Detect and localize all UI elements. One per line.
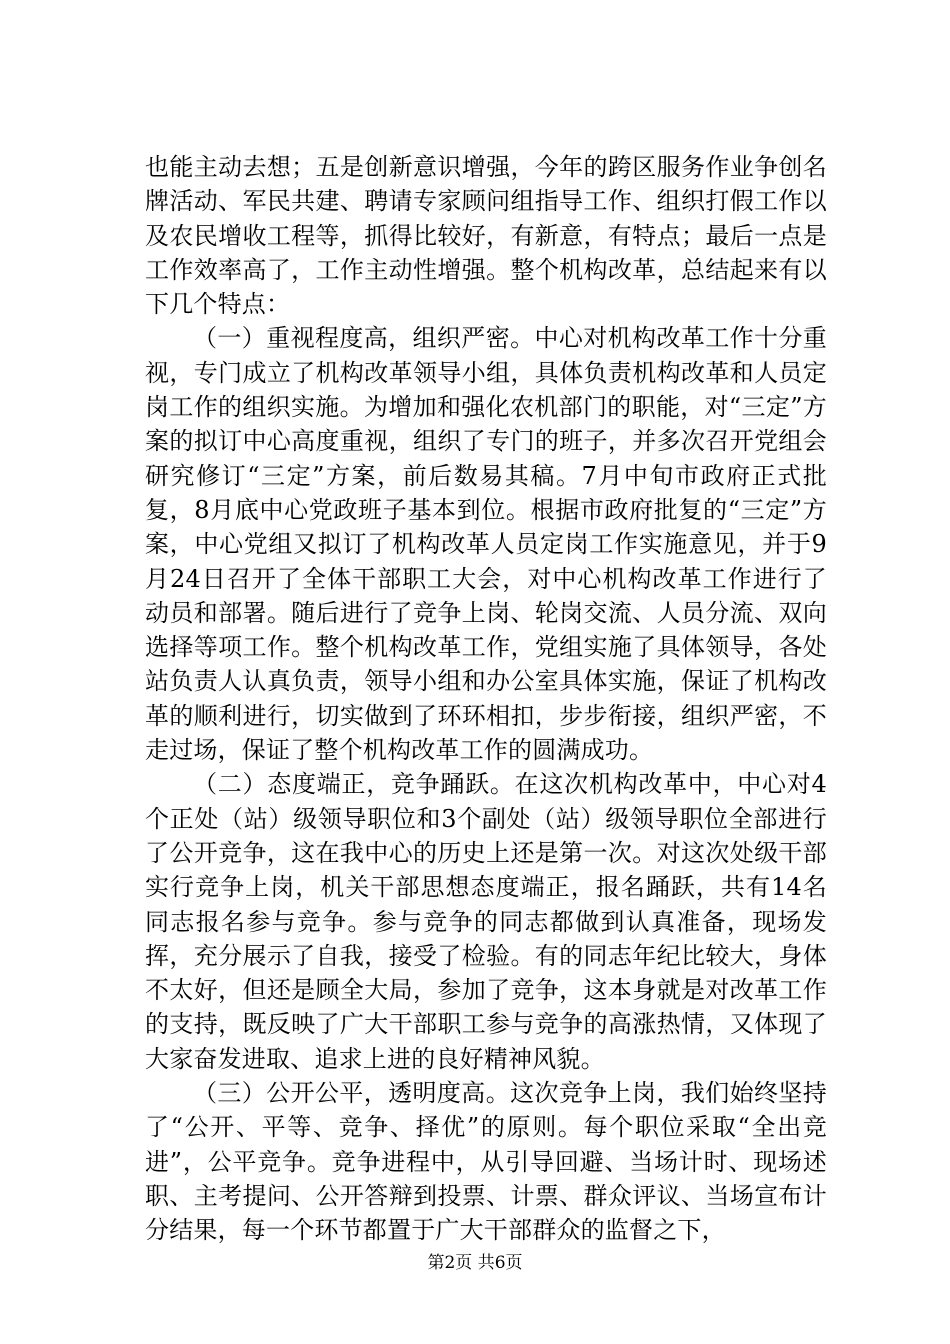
page-footer: [0, 1248, 950, 1273]
document-body: [145, 150, 827, 1248]
paragraph-section-three: （三）公开公平，透明度高。这次竞争上岗，我们始终坚持了“公开、平等、竞争、择优”的原则。每个职位采取“全出竞进”，公平竞争。竞争进程中，从引导回避、当场计时、现场述职、主考提问、公开答辩到投票、计票、群众评议、当场宣布计分结果，每一个环节都置于广大干部群众的监督之下，: [145, 1079, 827, 1245]
paragraph-intro-continuation: 也能主动去想；五是创新意识增强，今年的跨区服务作业争创名牌活动、军民共建、聘请专家顾问组指导工作、组织打假工作以及农民增收工程等，抓得比较好，有新意，有特点；最后一点是工作效率高了，工作主动性增强。整个机构改革，总结起来有以下几个特点：: [145, 153, 827, 319]
page-number-label: 第2页 共6页: [427, 1253, 523, 1273]
paragraph-section-two: （二）态度端正，竞争踊跃。在这次机构改革中，中心对4个正处（站）级领导职位和3个副处（站）级领导职位全部进行了公开竞争，这在我中心的历史上还是第一次。对这次处级干部实行竞争上岗，机关干部思想态度端正，报名踊跃，共有14名同志报名参与竞争。参与竞争的同志都做到认真准备，现场发挥，充分展示了自我，接受了检验。有的同志年纪比较大，身体不太好，但还是顾全大局，参加了竞争，这本身就是对改革工作的支持，既反映了广大干部职工参与竞争的高涨热情，又体现了大家奋发进取、追求上进的良好精神风貌。: [145, 770, 827, 1073]
paragraph-section-one: （一）重视程度高，组织严密。中心对机构改革工作十分重视，专门成立了机构改革领导小组，具体负责机构改革和人员定岗工作的组织实施。为增加和强化农机部门的职能，对“三定”方案的拟订中心高度重视，组织了专门的班子，并多次召开党组会研究修订“三定”方案，前后数易其稿。7月中旬市政府正式批复，8月底中心党政班子基本到位。根据市政府批复的“三定”方案，中心党组又拟订了机构改革人员定岗工作实施意见，并于9月24日召开了全体干部职工大会，对中心机构改革工作进行了动员和部署。随后进行了竞争上岗、轮岗交流、人员分流、双向选择等项工作。整个机构改革工作，党组实施了具体领导，各处站负责人认真负责，领导小组和办公室具体实施，保证了机构改革的顺利进行，切实做到了环环相扣，步步衔接，组织严密，不走过场，保证了整个机构改革工作的圆满成功。: [145, 324, 827, 765]
